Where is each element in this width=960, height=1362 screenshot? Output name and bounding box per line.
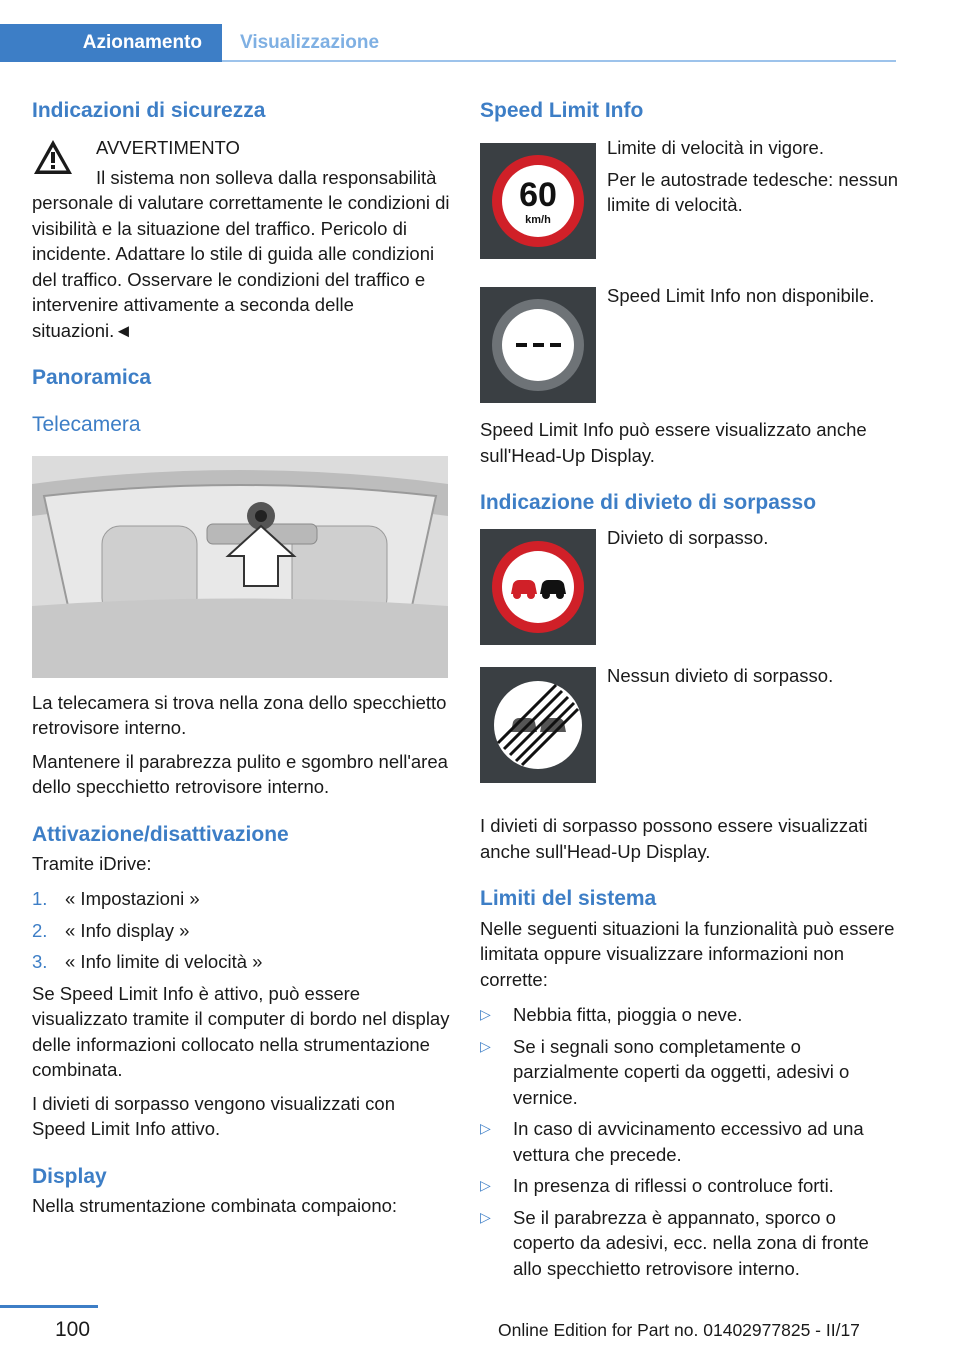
list-item: ▷ Se il parabrezza è appannato, sporco o coperto da adesivi, ecc. nella zona di fronte allo specchietto retrovisore interno.	[480, 1206, 869, 1279]
nopass-text: Divieto di sorpasso.	[607, 527, 769, 549]
overview-heading: Panoramica	[32, 366, 152, 390]
sign-unavailable-text: Speed Limit Info non disponibile.	[607, 285, 875, 307]
camera-paragraph-1: La telecamera si trova nella zona dello specchietto retrovisore interno.	[32, 691, 447, 739]
limits-list	[480, 1002, 898, 1281]
list-item: ▷ Se i segnali sono completamente o parzialmente coperti da oggetti, adesivi o vernice.	[480, 1035, 850, 1108]
speed-limit-unavailable-icon	[480, 287, 596, 403]
chapter-header	[0, 0, 960, 64]
steps-list	[32, 886, 450, 975]
warning-text: Il sistema non solleva dalla responsabilità personale di valutare correttamente le condizioni di visibilità e la situazione del traffico. Pericolo di incidente. Adattare lo stile di guida alle condizioni del traffico. Osservare le condizioni del traffico e intervenire attivamente a seconda delle situazioni.◄	[32, 166, 450, 341]
safety-heading: Indicazioni di sicurezza	[32, 99, 266, 122]
list-item: ▷ In presenza di riflessi o controluce forti.	[480, 1175, 834, 1197]
page-number: 100	[55, 1318, 91, 1341]
activation-paragraph-1: Se Speed Limit Info è attivo, può essere visualizzato tramite il computer di bordo nel display delle informazioni collocato nella strumentazione combinata.	[32, 982, 450, 1081]
left-column	[32, 98, 450, 1218]
no-passing-icon	[480, 529, 596, 645]
sign-row-end-no-passing	[480, 667, 898, 805]
sign-row-not-available	[480, 287, 898, 417]
sign-60-text-2: Per le autostrade tedesche: nessun limite di velocità.	[607, 168, 899, 216]
header-divider	[222, 60, 896, 62]
sign-60-text-1: Limite di velocità in vigore.	[607, 137, 824, 159]
limits-intro: Nelle seguenti situazioni la funzionalità può essere limitata oppure visualizzare informazioni non corrette:	[480, 917, 895, 990]
list-item: 2. « Info display »	[32, 919, 190, 941]
sign-60-number: 60	[519, 176, 557, 215]
warning-triangle-icon	[32, 138, 74, 176]
warning-label: AVVERTIMENTO	[96, 137, 240, 159]
display-heading: Display	[32, 1164, 107, 1188]
hud-paragraph: Speed Limit Info può essere visualizzato anche sull'Head-Up Display.	[480, 419, 867, 466]
end-nopass-text: Nessun divieto di sorpasso.	[607, 665, 834, 687]
activation-heading: Attivazione/disattivazione	[32, 822, 289, 846]
end-no-passing-icon	[480, 667, 596, 783]
sign-row-no-passing	[480, 529, 898, 667]
sign-row-speed-limit	[480, 137, 899, 281]
tab-visualizzazione[interactable]: Visualizzazione	[240, 32, 380, 53]
activation-intro: Tramite iDrive:	[32, 852, 152, 874]
footer-divider	[0, 1305, 98, 1308]
list-item: ▷ In caso di avvicinamento eccessivo ad una vettura che precede.	[480, 1118, 864, 1165]
list-item: 3. « Info limite di velocità »	[32, 951, 263, 973]
display-paragraph: Nella strumentazione combinata compaiono:	[32, 1194, 398, 1216]
camera-paragraph-2: Mantenere il parabrezza pulito e sgombro nell'area dello specchietto retrovisore interno.	[32, 750, 448, 798]
list-item: 1. « Impostazioni »	[32, 888, 200, 910]
activation-paragraph-2: I divieti di sorpasso vengono visualizzati con Speed Limit Info attivo.	[32, 1092, 395, 1140]
sign-60-unit: km/h	[525, 214, 551, 227]
limits-heading: Limiti del sistema	[480, 887, 657, 911]
edition-text: Online Edition for Part no. 01402977825 - II/17	[498, 1320, 860, 1340]
nopass-hud-paragraph: I divieti di sorpasso possono essere visualizzati anche sull'Head-Up Display.	[480, 815, 868, 862]
camera-photo	[32, 456, 448, 678]
list-item: ▷ Nebbia fitta, pioggia o neve.	[480, 1004, 743, 1026]
nopass-heading: Indicazione di divieto di sorpasso	[480, 491, 817, 515]
camera-heading: Telecamera	[32, 413, 141, 437]
sli-heading: Speed Limit Info	[480, 99, 644, 122]
speed-limit-60-icon	[480, 143, 596, 259]
tab-azionamento[interactable]: Azionamento	[0, 24, 222, 62]
warning-block	[32, 135, 450, 343]
right-column	[480, 98, 898, 1287]
